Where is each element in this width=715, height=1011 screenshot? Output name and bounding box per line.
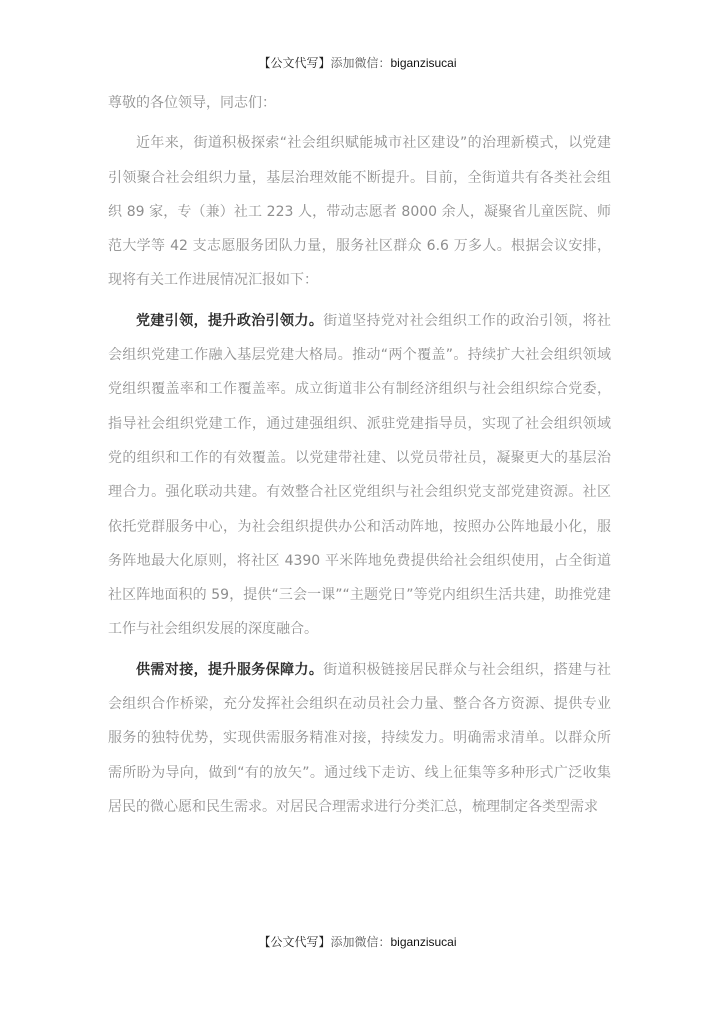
section-party-building-body: 街道坚持党对社会组织工作的政治引领，将社会组织党建工作融入基层党建大格局。推动“两个覆盖”。持续扩大社会组织领域党组织覆盖率和工作覆盖率。成立街道非公有制经济组织与社会组织综合党委，指导社会组织党建工作，通过建强组织、派驻党建指导员，实现了社会组织领域党的组织和工作的有效覆盖。以党建带社建、以党员带社员，凝聚更大的基层治理合力。强化联动共建。有效整合社区党组织与社会组织党支部党建资源。社区依托党群服务中心，为社会组织提供办公和活动阵地，按照办公阵地最小化，服务阵地最大化原则，将社区 4390 平米阵地免费提供给社会组织使用，占全街道社区阵地面积的 59，提供“三会一课”“主题党日”等党内组织生活共建，助推党建工作与社会组织发展的深度融合。 bbox=[108, 312, 611, 638]
salutation: 尊敬的各位领导，同志们： bbox=[108, 95, 276, 111]
intro-paragraph: 近年来，街道积极探索“社会组织赋能城市社区建设”的治理新模式，以党建引领聚合社会组织力量，基层治理效能不断提升。目前，全街道共有各类社会组织 89 家，专（兼）社工 223 人，带动志愿者 8000 余人，凝聚省儿童医院、师范大学等 42 支志愿服务团队力量，服务社区群众 6.6 万多人。根据会议安排，现将有关工作进展情况汇报如下： bbox=[108, 135, 611, 289]
section-party-building-heading: 党建引领，提升政治引领力。 bbox=[136, 312, 324, 329]
section-supply-demand-body: 街道积极链接居民群众与社会组织，搭建与社会组织合作桥梁，充分发挥社会组织在动员社会力量、整合各方资源、提供专业服务的独特优势，实现供需服务精准对接，持续发力。明确需求清单。以群众所需所盼为导向，做到“有的放矢”。通过线下走访、线上征集等多种形式广泛收集居民的微心愿和民生需求。对居民合理需求进行分类汇总，梳理制定各类型需求 bbox=[108, 661, 611, 815]
footer-wechat-label: 添加微信： bbox=[330, 935, 391, 949]
page-footer bbox=[0, 933, 715, 950]
header-wechat-label: 添加微信： bbox=[330, 56, 391, 70]
footer-wechat-id: biganzisucai bbox=[390, 935, 457, 949]
section-party-building bbox=[108, 304, 611, 647]
footer-brand: 【公文代写】 bbox=[258, 935, 331, 949]
document-body bbox=[108, 86, 611, 824]
section-supply-demand-heading: 供需对接，提升服务保障力。 bbox=[136, 661, 324, 678]
section-supply-demand bbox=[108, 653, 611, 824]
header-wechat-id: biganzisucai bbox=[390, 56, 457, 70]
header-brand: 【公文代写】 bbox=[258, 56, 331, 70]
page-header bbox=[0, 54, 715, 71]
